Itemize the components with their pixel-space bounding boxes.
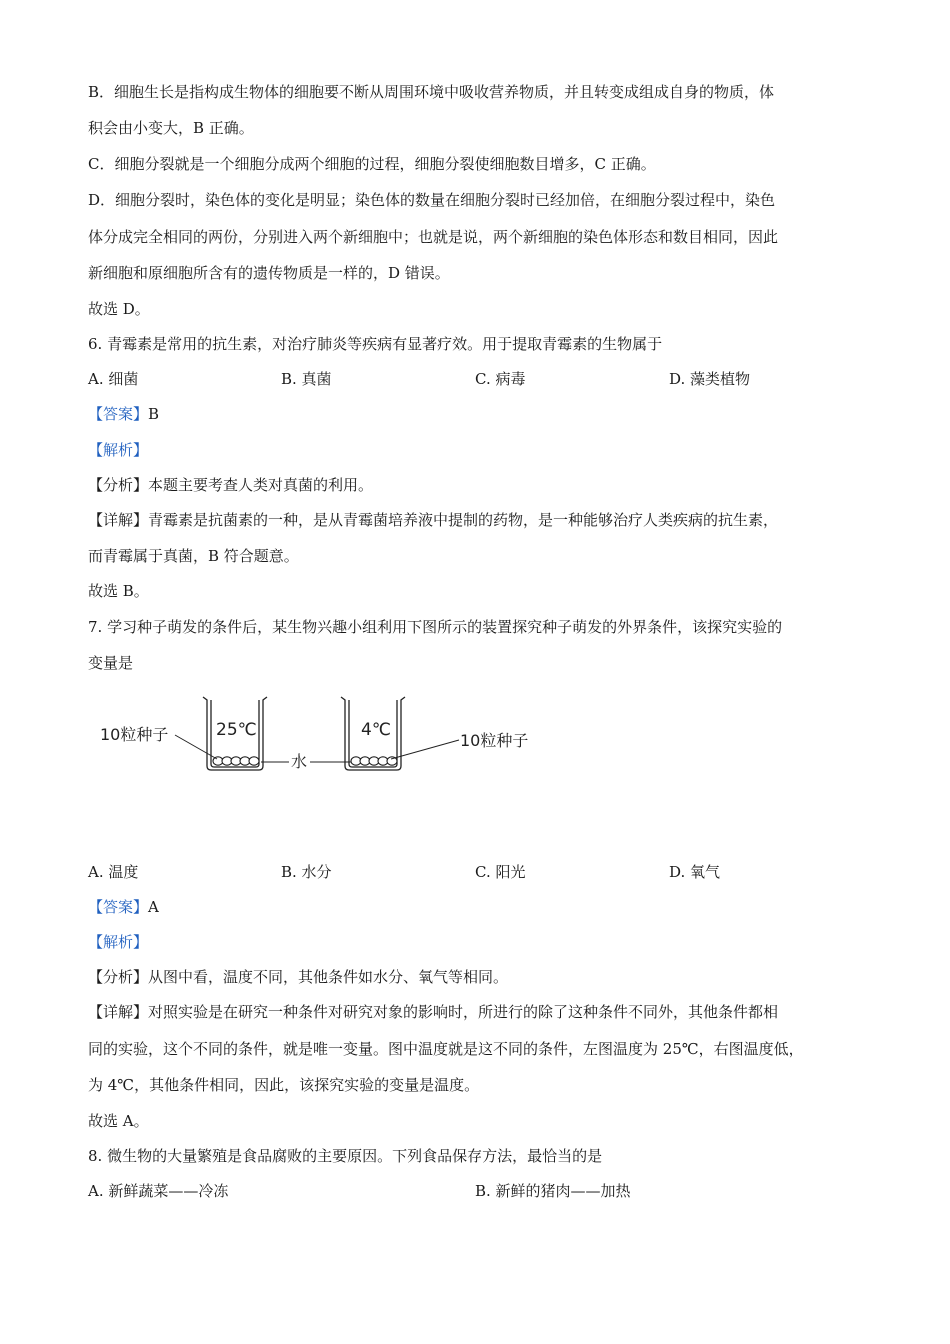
q7-detail-line2: 同的实验，这个不同的条件，就是唯一变量。图中温度就是这不同的条件，左图温度为 25℃，右图温度低， (88, 1040, 804, 1058)
detail-text: 青霉素是抗菌素的一种，是从青霉菌培养液中提制的药物，是一种能够治疗人类疾病的抗生素， (148, 511, 779, 529)
q6-detail-line2: 而青霉属于真菌，B 符合题意。 (88, 547, 299, 565)
q7-detail-line3: 为 4℃，其他条件相同，因此，该探究实验的变量是温度。 (88, 1076, 480, 1094)
q5-option-b-line1: B．细胞生长是指构成生物体的细胞要不断从周围环境中吸收营养物质，并且转变成组成自身的物质，体 (88, 83, 775, 101)
q7-choose: 故选 A。 (88, 1112, 149, 1130)
left-seeds (213, 757, 259, 765)
q7-option-c: C. 阳光 (475, 863, 526, 881)
q6-option-c: C. 病毒 (475, 370, 526, 388)
q6-analysis (88, 475, 373, 495)
analysis-text: 从图中看，温度不同，其他条件如水分、氧气等相同。 (148, 968, 509, 986)
right-seeds-label: 10粒种子 (460, 731, 529, 750)
q7-detail-line1 (88, 1002, 778, 1022)
q5-option-d-line1: D．细胞分裂时，染色体的变化是明显；染色体的数量在细胞分裂时已经加倍，在细胞分裂过程中，染色 (88, 191, 776, 209)
right-seeds (351, 757, 397, 765)
q7-option-d: D. 氧气 (669, 863, 721, 881)
q8-option-b: B. 新鲜的猪肉——加热 (475, 1182, 631, 1200)
q6-detail-line1 (88, 510, 778, 530)
q8-stem: 8. 微生物的大量繁殖是食品腐败的主要原因。下列食品保存方法，最恰当的是 (88, 1147, 603, 1165)
analysis-text: 本题主要考查人类对真菌的利用。 (148, 476, 374, 494)
q7-option-a: A. 温度 (88, 863, 139, 881)
detail-tag: 【详解】 (88, 511, 149, 529)
detail-tag: 【详解】 (88, 1003, 149, 1021)
q5-option-b-line2: 积会由小变大，B 正确。 (88, 119, 254, 137)
q7-jiexi-tag: 【解析】 (88, 933, 149, 951)
q6-choose: 故选 B。 (88, 582, 149, 600)
q5-option-d-line3: 新细胞和原细胞所含有的遗传物质是一样的，D 错误。 (88, 264, 450, 282)
q8-option-a: A. 新鲜蔬菜——冷冻 (88, 1182, 229, 1200)
q6-stem: 6. 青霉素是常用的抗生素，对治疗肺炎等疾病有显著疗效。用于提取青霉素的生物属于 (88, 335, 663, 353)
answer-tag: 【答案】 (88, 405, 149, 423)
analysis-tag: 【分析】 (88, 968, 149, 986)
answer-tag: 【答案】 (88, 898, 149, 916)
q6-option-b: B. 真菌 (281, 370, 332, 388)
q6-option-d: D. 藻类植物 (669, 370, 751, 388)
q7-stem-line1: 7. 学习种子萌发的条件后，某生物兴趣小组利用下图所示的装置探究种子萌发的外界条件，该探究实验的 (88, 618, 783, 636)
q6-jiexi-tag: 【解析】 (88, 441, 149, 459)
q5-option-d-line2: 体分成完全相同的两份，分别进入两个新细胞中；也就是说，两个新细胞的染色体形态和数目相同，因此 (88, 228, 779, 246)
right-temperature: 4℃ (361, 720, 391, 740)
q6-option-a: A. 细菌 (88, 370, 139, 388)
q6-answer (88, 404, 159, 424)
water-label: 水 (291, 752, 308, 771)
analysis-tag: 【分析】 (88, 476, 149, 494)
q5-option-c: C．细胞分裂就是一个细胞分成两个细胞的过程，细胞分裂使细胞数目增多，C 正确。 (88, 155, 656, 173)
q7-stem-line2: 变量是 (88, 654, 134, 672)
q7-option-b: B. 水分 (281, 863, 332, 881)
detail-text: 对照实验是在研究一种条件对研究对象的影响时，所进行的除了这种条件不同外，其他条件都相 (148, 1003, 779, 1021)
q7-analysis (88, 967, 508, 987)
left-temperature: 25℃ (216, 720, 257, 740)
q5-choose: 故选 D。 (88, 300, 150, 318)
q7-answer (88, 897, 159, 917)
answer-value: B (148, 405, 160, 423)
answer-value: A (148, 898, 159, 916)
seed-germination-figure (95, 688, 545, 788)
left-seeds-label: 10粒种子 (100, 725, 169, 744)
